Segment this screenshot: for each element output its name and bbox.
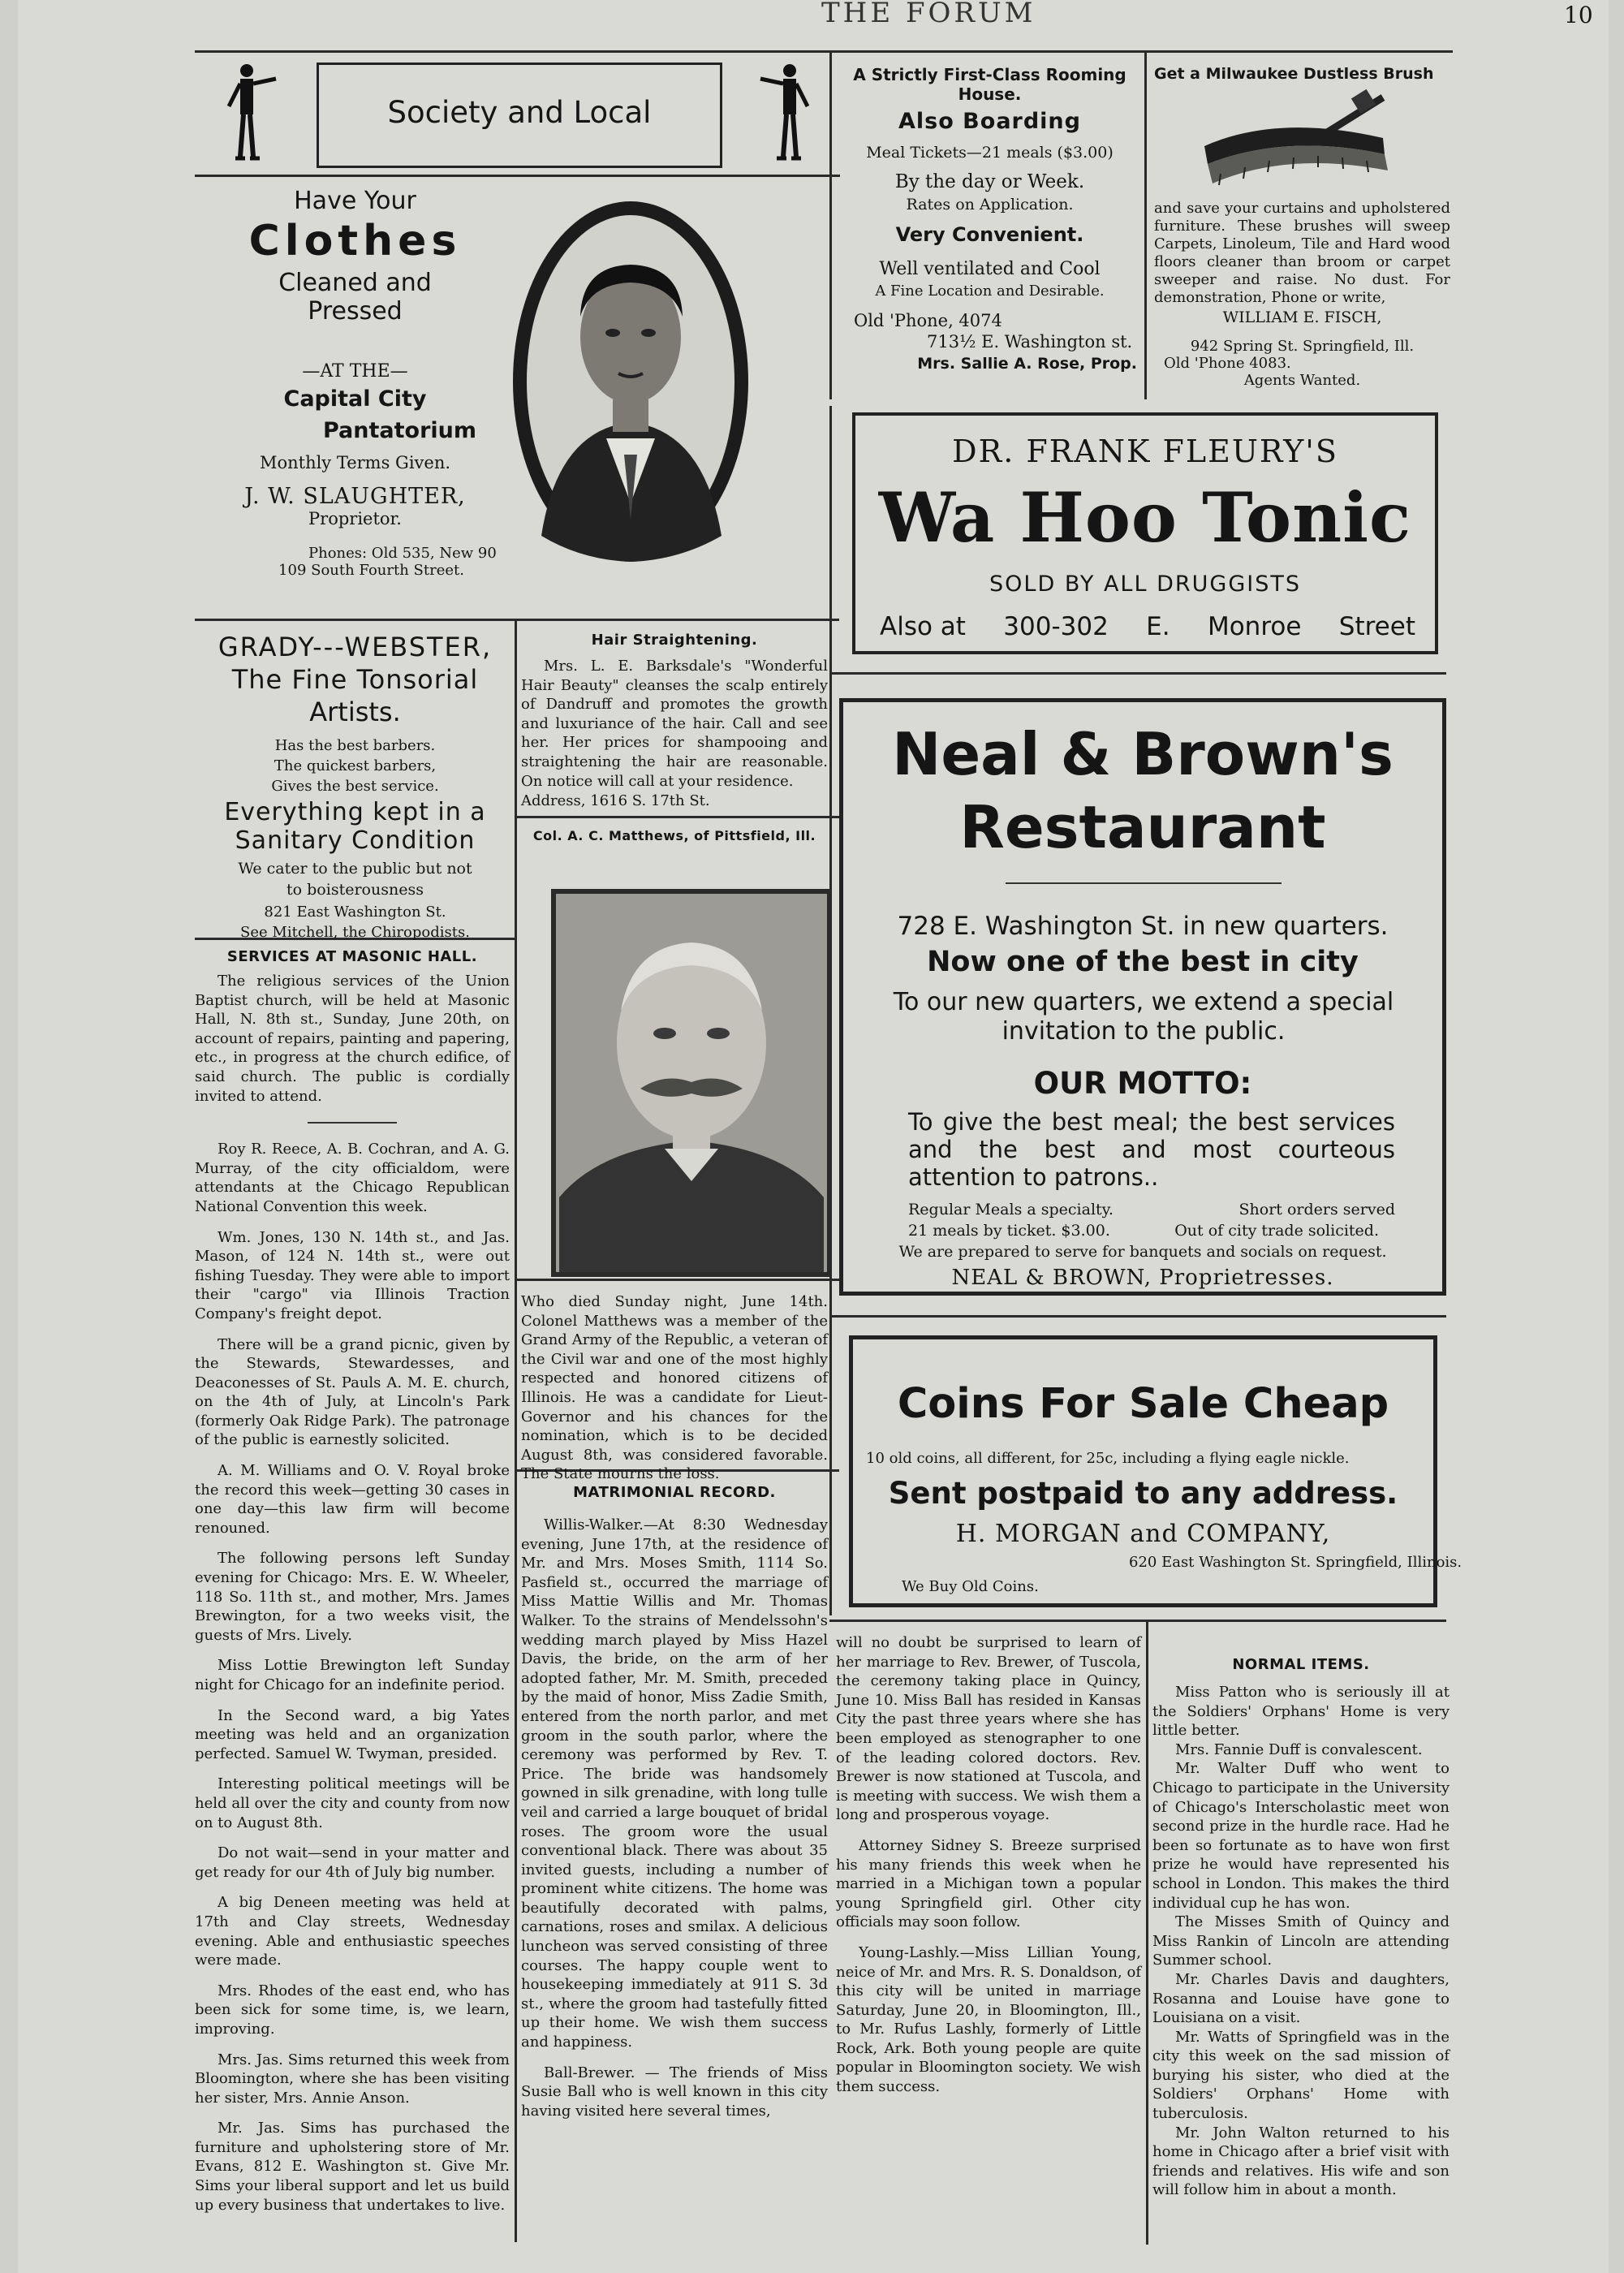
brush-icon [1196,89,1407,195]
brush-ad-line: 942 Spring St. Springfield, Ill. [1190,338,1415,355]
tonic-ad-headline: Wa Hoo Tonic [878,477,1412,558]
clothes-ad-headline: Clothes [248,217,462,265]
coins-ad-line: We Buy Old Coins. [902,1578,1039,1595]
clothes-ad [195,185,515,579]
neal-ad-line: To our new quarters, we extend a special invitation to the public. [893,988,1394,1046]
neal-ad-line: We are prepared to serve for banquets and socials on request. [898,1243,1387,1261]
waiter-figure-left [213,59,286,173]
news-item: will no doubt be surprised to learn of her marriage to Rev. Brewer, of Tuscola, the ceremony taking place in Quincy, June 10. Miss Ball has resided in Kansas City the past three years where she has been employed as stenographer to one of the leading colored doctors. Rev. Brewer is now stationed at Tuscola, and is meeting with success. We wish them a long and prosperous voyage. [836,1634,1141,1824]
news-item: There will be a grand picnic, given by the Stewards, Stewardesses, and Deaconesses of St. Pauls A. M. E. church, on the 4th of July, at Lincoln's Park (formerly Oak Ridge Park). The patronage of the public is earnestly solicited. [195,1335,510,1449]
brush-ad-line: Agents Wanted. [1243,372,1361,389]
coins-ad-headline: Coins For Sale Cheap [897,1380,1389,1428]
clothes-ad-line: 109 South Fourth Street. [278,562,464,579]
clothes-ad-line: Phones: Old 535, New 90 [308,545,497,562]
column-rule [1144,50,1147,399]
news-item: In the Second ward, a big Yates meeting was held and an organization perfected. Samuel W. Twyman, presided. [195,1706,510,1762]
neal-ad-line: To give the best meal; the best services and the best and most courteous attention to patrons.. [908,1108,1395,1191]
coins-ad-line: 10 old coins, all different, for 25c, including a flying eagle nickle. [866,1450,1350,1467]
matrimonial-body: Willis-Walker.—At 8:30 Wednesday evening, June 17th, at the residence of Mr. and Mrs. Moses Smith, 1114 So. Pasfield st., occurred the marriage of Miss Mattie Willis and Mr. Thomas Walker. To the strains of Mendelssohn's wedding march played by Miss Hazel Davis, the bride, on the arm of her adopted father, Mr. M. Smith, preceded by the maid of honor, Miss Zadie Smith, entered from the north parlor, and met groom in the south parlor, where the ceremony was performed by Rev. T. Price. The bride was handsomely gowned in silk grenadine, with long tulle veil and carried a large bouquet of bridal roses. The groom wore the usual conventional black. There was about 35 invited guests, including a number of prominent white citizens. The home was beautifully decorated with palms, carnations, roses and smilax. A delicious luncheon was served consisting of three courses. The happy couple went to housekeeping immediately at 911 S. 3d st., where the groom had tastefully fitted up their home. We wish them success and happiness. [521,1516,828,2051]
grady-ad-line: Everything kept in a [224,798,486,826]
section-rule [829,1620,1446,1622]
brush-ad-line: Old 'Phone 4083. [1164,355,1291,372]
neal-ad-item: 21 meals by ticket. $3.00. [908,1222,1110,1240]
grady-ad-line: Artists. [309,697,401,727]
normal-item: Mr. Walter Duff who went to Chicago to participate in the University of Chicago's Interscholastic meet won second prize in the hurdle race. Had he been so fortunate as to have won first prize he would have represented his school in London. This makes the third individual cup he has won. [1152,1760,1450,1912]
neal-ad-row [908,1222,1379,1240]
local-news-column [195,948,510,2215]
brush-ad [1154,65,1450,389]
brush-ad-line: WILLIAM E. FISCH, [1222,308,1382,326]
column-rule [1146,1620,1148,2245]
neal-brown-ad [839,698,1446,1296]
masthead: THE FORUM [821,0,1036,29]
matrimonial-title: MATRIMONIAL RECORD. [573,1484,776,1501]
matthews-portrait [551,889,832,1277]
rooming-ad-line: Old 'Phone, 4074 [854,311,1002,330]
matthews-caption [521,828,828,843]
normal-item: Mrs. Fannie Duff is convalescent. [1175,1740,1423,1758]
brush-ad-line: Get a Milwaukee Dustless Brush [1154,65,1434,83]
news-item: A. M. Williams and O. V. Royal broke the record this week—getting 30 cases in one day—this law firm will become renouned. [195,1462,510,1537]
hair-ad-address: Address, 1616 S. 17th St. [521,792,710,810]
waiter-figure-right [751,59,824,173]
society-header [195,53,840,175]
tonic-ad-address [880,612,1415,641]
tonic-ad [852,412,1438,654]
neal-ad-line: 728 E. Washington St. in new quarters. [897,912,1389,941]
clothes-ad-line: Have Your [294,187,416,215]
neal-ad-motto: OUR MOTTO: [1033,1066,1252,1101]
normal-item: The Misses Smith of Quincy and Miss Rankin of Lincoln are attending Summer school. [1152,1913,1450,1969]
tonic-ad-word: Monroe [1207,612,1302,641]
news-item: Do not wait—send in your matter and get ready for our 4th of July big number. [195,1844,510,1881]
clothes-ad-line: Pressed [308,297,403,326]
normal-items-title: NORMAL ITEMS. [1232,1656,1370,1673]
neal-ad-divider [1006,882,1282,884]
clothes-ad-line: Proprietor. [308,509,402,528]
masonic-title: SERVICES AT MASONIC HALL. [226,948,478,965]
matthews-body: Who died Sunday night, June 14th. Colonel Matthews was a member of the Grand Army of the Republic, a veteran of the Civil war and one of the most highly respected and honored citizens of Illinois. He was a candidate for Lieut-Governor and his chances for the nomination, which is to be decided August 8th, was considered favorable. The State mourns the loss. [521,1293,828,1483]
tonic-ad-word: 300-302 [1003,612,1109,641]
normal-item: Miss Patton who is seriously ill at the Soldiers' Orphans' Home is very little better. [1152,1684,1450,1740]
news-item: Wm. Jones, 130 N. 14th st., and Jas. Mason, of 124 N. 14th st., were out fishing Tuesday. They were able to import their "cargo" via Illinois Traction Company's freight depot. [195,1228,510,1322]
page-number: 10 [1564,2,1593,28]
clothes-ad-line: J. W. SLAUGHTER, [244,484,466,509]
rooming-ad-line: Mrs. Sallie A. Rose, Prop. [917,355,1137,373]
grady-ad-line: to boisterousness [286,881,424,899]
normal-item: Mr. Charles Davis and daughters, Rosanna and Louise have gone to Louisiana on a visit. [1152,1970,1450,2027]
neal-ad-item: Out of city trade solicited. [1174,1222,1379,1240]
portrait-photo [509,195,752,568]
neal-ad-item: Short orders served [1238,1201,1395,1218]
tonic-ad-word: Also at [880,612,966,641]
rooming-ad-line: A Strictly First-Class Rooming House. [853,65,1126,104]
section-rule [515,816,839,818]
rooming-ad-line: By the day or Week. [894,171,1085,192]
normal-item: Mr. Watts of Springfield was in the city this week on the sad mission of burying his sister, who died at the Soldiers' Orphans' Home with tuberculosis. [1152,2028,1450,2123]
grady-ad-line: The Fine Tonsorial [231,664,479,695]
rooming-house-ad [838,65,1142,373]
neal-ad-headline: Restaurant [959,793,1326,861]
rooming-ad-line: Well ventilated and Cool [879,259,1101,279]
tonic-ad-line: SOLD BY ALL DRUGGISTS [989,571,1301,597]
news-item: A big Deneen meeting was held at 17th and Clay streets, Wednesday evening. Able and enthusiastic speeches were made. [195,1894,510,1969]
grady-ad-line: We cater to the public but not [238,860,472,878]
coins-ad-line: 620 East Washington St. Springfield, Illinois. [1129,1554,1462,1571]
section-rule [829,1315,1446,1318]
society-title: Society and Local [387,95,652,130]
neal-ad-row [908,1201,1395,1218]
grady-ad-line: 821 East Washington St. [264,904,446,921]
section-rule [515,1279,839,1281]
clothes-ad-line: —AT THE— [302,361,408,382]
rooming-ad-line: Rates on Application. [906,196,1074,213]
grady-webster-ad [195,632,515,941]
news-item: Roy R. Reece, A. B. Cochran, and A. G. Murray, of the city officialdom, were attendants at the Chicago Republican National Convention this week. [195,1141,510,1215]
news-item: Mr. Jas. Sims has purchased the furniture and upholstering store of Mr. Evans, 812 E. Washington st. Give Mr. Sims your liberal support and let us build up every business that undertakes to live. [195,2120,510,2214]
society-bottom-rule [195,175,840,177]
grady-ad-line: Gives the best service. [271,778,439,795]
rooming-ad-line: Very Convenient. [895,223,1084,246]
matthews-obituary [521,1292,828,1484]
tonic-ad-line: DR. FRANK FLEURY'S [952,433,1338,469]
clothes-ad-line: Monthly Terms Given. [259,453,451,472]
news-item: The following persons left Sunday evening for Chicago: Mrs. E. W. Wheeler, 118 So. 11th st., and mother, Mrs. James Brewington, for a two weeks visit, the guests of Mrs. Lively. [195,1550,510,1644]
rooming-ad-line: 713½ E. Washington st. [927,332,1133,352]
hair-straightening-ad [521,632,828,809]
grady-ad-line: See Mitchell, the Chiropodists. [240,924,470,941]
neal-ad-headline: Neal & Brown's [892,720,1394,788]
grady-ad-line: GRADY---WEBSTER, [218,632,493,662]
matrimonial-body: Ball-Brewer. — The friends of Miss Susie Ball who is well known in this city having visited here several times, [521,2064,828,2120]
matthews-caption-text: Col. A. C. Matthews, of Pittsfield, Ill. [532,828,816,843]
masonic-body: The religious services of the Union Baptist church, will be held at Masonic Hall, N. 8th st., Sunday, June 20th, on account of repairs, painting and papering, etc., in progress at the church edifice, of said church. The public is cordially invited to attend. [195,973,510,1105]
news-item: Miss Lottie Brewington left Sunday night for Chicago for an indefinite period. [195,1657,510,1693]
brush-ad-body: and save your curtains and upholstered furniture. These brushes will sweep Carpets, Linoleum, Tile and Hard wood floors cleaner than broom or carpet sweeper and raise. No dust. For demonstration, Phone or write, [1154,200,1450,306]
grady-ad-line: Sanitary Condition [235,826,476,855]
news-item: Mrs. Rhodes of the east end, who has been sick for some time, is, we learn, improving. [195,1982,510,2038]
coins-ad [849,1335,1462,1607]
neal-ad-item: Regular Meals a specialty. [908,1201,1114,1218]
divider [308,1122,397,1124]
clothes-ad-line: Cleaned and [278,269,432,297]
coins-ad-line: Sent postpaid to any address. [888,1476,1398,1511]
local-items-list [195,1140,510,2215]
news-item: Mrs. Jas. Sims returned this week from Bloomington, where she has been visiting her sister, Mrs. Annie Anson. [195,2051,510,2107]
neal-ad-signoff: NEAL & BROWN, Proprietresses. [951,1266,1334,1290]
hair-ad-title: Hair Straightening. [591,632,758,649]
grady-ad-line: The quickest barbers, [274,757,437,774]
rooming-ad-line: A Fine Location and Desirable. [875,283,1105,300]
matrimonial-section [521,1484,828,2120]
grady-ad-line: Has the best barbers. [274,737,436,754]
section-rule [829,672,1446,675]
rooming-ad-line: Meal Tickets—21 meals ($3.00) [866,144,1114,162]
clothes-ad-line: Capital City [283,386,427,412]
section-rule [515,619,839,621]
col3-items-list [836,1633,1141,2097]
society-column-continued [836,1633,1141,2097]
tonic-ad-word: E. [1146,612,1170,641]
clothes-ad-line: Pantatorium [322,418,476,443]
coins-ad-line: H. MORGAN and COMPANY, [955,1520,1331,1548]
hair-ad-body: Mrs. L. E. Barksdale's "Wonderful Hair Beauty" cleanses the scalp entirely of Dandruff and promotes the growth and luxuriance of the hair. Call and see her. Her prices for shampooing and straightening the hair are reasonable. On notice will call at your residence. [521,658,828,790]
section-rule [195,619,515,621]
newspaper-page [18,0,1609,2273]
normal-items-list [1152,1683,1450,2200]
tonic-ad-word: Street [1338,612,1415,641]
rooming-ad-line: Also Boarding [898,109,1081,134]
news-item: Young-Lashly.—Miss Lillian Young, neice of Mr. and Mrs. R. S. Donaldson, of this city will be united in marriage Saturday, June 20, in Bloomington, Ill., to Mr. Rufus Lashly, formerly of Little Rock, Ark. Both young people are quite popular in Bloomington society. We wish them success. [836,1943,1141,2096]
normal-items-section [1152,1656,1450,2200]
news-item: Interesting political meetings will be held all over the city and county from now on to August 8th. [195,1775,510,1831]
normal-item: Mr. John Walton returned to his home in Chicago after a brief visit with friends and relatives. His wife and son will follow him in about a month. [1152,2124,1450,2199]
neal-ad-line: Now one of the best in city [927,946,1359,978]
news-item: Attorney Sidney S. Breeze surprised his many friends this week when he married in a Michigan town a popular young Springfield girl. Other city officials may soon follow. [836,1836,1141,1931]
